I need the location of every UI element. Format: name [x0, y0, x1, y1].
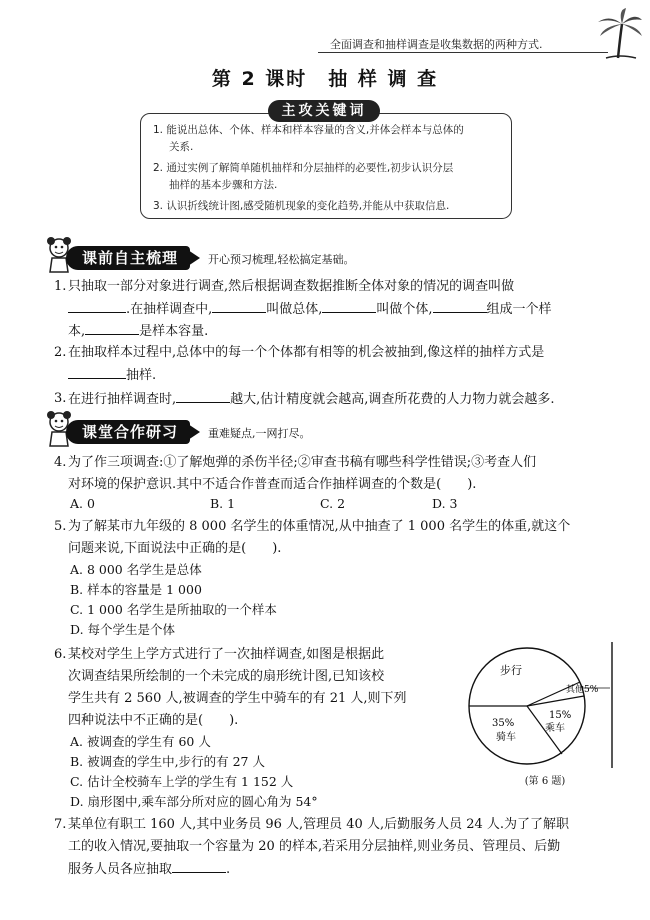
key-points-box [140, 113, 512, 219]
question-number: 1. [54, 279, 67, 294]
pie-chart-figure [452, 640, 622, 770]
section-badge: 课前自主梳理 [66, 246, 190, 270]
question-6 [54, 644, 448, 666]
header-slogan: 全面调查和抽样调查是收集数据的两种方式. [330, 38, 543, 51]
question-number: 5. [54, 519, 67, 534]
question-text: 抽样. [126, 368, 157, 383]
section-header-preview [36, 242, 596, 272]
question-number: 3. [54, 391, 67, 406]
key-point-1: 1. 能说出总体、个体、样本和样本容量的含义,并体会样本与总体的 [153, 124, 464, 136]
pie-label-bus: 乘车 [545, 723, 565, 734]
question-text: 在进行抽样调查时, [68, 392, 177, 407]
answer-blank[interactable] [433, 298, 487, 313]
pie-label-walk: 步行 [500, 664, 522, 677]
header-rule [318, 52, 608, 53]
section-badge-tail [188, 424, 200, 440]
question-number: 6. [54, 647, 67, 662]
question-6-line-2: 次调查结果所绘制的一个未完成的扇形统计图,已知该校 [68, 669, 385, 684]
question-text: .在抽样调查中, [126, 302, 213, 317]
question-text: 对环境的保护意识.其中不适合作普查而适合作抽样调查的个数是( ). [68, 477, 477, 492]
key-point-2-cont: 抽样的基本步骤和方法. [169, 179, 278, 191]
option-c[interactable]: C. 估计全校骑车上学的学生有 1 152 人 [70, 774, 294, 789]
question-7-line-2: 工的收入情况,要抽取一个容量为 20 的样本,若采用分层抽样,则业务员、管理员、后勤 [68, 839, 561, 854]
answer-blank[interactable] [85, 320, 139, 335]
question-7-line-3 [68, 858, 628, 881]
pie-label-bike-percent: 35% [492, 718, 515, 729]
question-6-line-4: 四种说法中不正确的是( ). [68, 713, 239, 728]
question-2-line-2 [68, 364, 628, 387]
key-point-1-cont: 关系. [169, 141, 194, 153]
question-number: 4. [54, 455, 67, 470]
answer-blank[interactable] [322, 298, 376, 313]
pie-label-bus-percent: 15% [549, 710, 572, 721]
option-d[interactable]: D. 扇形图中,乘车部分所对应的圆心角为 54° [70, 794, 318, 809]
question-3 [54, 388, 628, 411]
key-point-3: 3. 认识折线统计图,感受随机现象的变化趋势,并能从中获取信息. [153, 200, 450, 212]
question-text: 在抽取样本过程中,总体中的每一个个体都有相等的机会被抽到,像这样的抽样方式是 [68, 345, 545, 360]
option-b[interactable]: B. 1 [210, 496, 236, 511]
pie-label-other: 其他5% [566, 685, 599, 695]
question-text: 组成一个样 [486, 302, 552, 317]
question-1-line-2 [68, 298, 628, 321]
option-d[interactable]: D. 3 [432, 496, 458, 511]
option-d[interactable]: D. 每个学生是个体 [70, 622, 176, 637]
question-2 [54, 342, 628, 364]
question-text: 本, [68, 324, 86, 339]
question-text: 是样本容量. [139, 324, 209, 339]
section-subtitle: 重难疑点,一网打尽。 [208, 427, 311, 440]
answer-blank[interactable] [176, 388, 230, 403]
question-6-line-3: 学生共有 2 560 人,被调查的学生中骑车的有 21 人,则下列 [68, 691, 407, 706]
option-b[interactable]: B. 被调查的学生中,步行的有 27 人 [70, 754, 265, 769]
question-text: 服务人员各应抽取 [68, 862, 173, 877]
section-subtitle: 开心预习梳理,轻松搞定基础。 [208, 253, 355, 266]
question-1-line-3 [68, 320, 628, 343]
question-text: 为了解某市九年级的 8 000 名学生的体重情况,从中抽查了 1 000 名学生的体重,就这个 [68, 519, 571, 534]
answer-blank[interactable] [68, 364, 126, 379]
page-title: 第 2 课时 抽 样 调 查 [211, 68, 439, 90]
question-4-line-2 [68, 474, 628, 496]
question-1 [54, 276, 628, 298]
answer-blank[interactable] [212, 298, 266, 313]
option-a[interactable]: A. 0 [70, 496, 95, 511]
question-4 [54, 452, 628, 474]
key-points-badge: 主攻关键词 [268, 100, 380, 122]
question-number: 2. [54, 345, 67, 360]
option-c[interactable]: C. 2 [320, 496, 346, 511]
answer-blank[interactable] [68, 298, 126, 313]
question-text: 叫做总体, [266, 302, 323, 317]
question-text: . [226, 862, 231, 877]
answer-blank[interactable] [172, 858, 226, 873]
palm-tree-icon [596, 8, 644, 60]
key-point-2: 2. 通过实例了解简单随机抽样和分层抽样的必要性,初步认识分层 [153, 162, 454, 174]
question-text: 问题来说,下面说法中正确的是( ). [68, 541, 282, 556]
question-text: 叫做个体, [376, 302, 433, 317]
section-badge: 课堂合作研习 [66, 420, 190, 444]
option-b[interactable]: B. 样本的容量是 1 000 [70, 582, 202, 597]
question-5-line-2 [68, 538, 628, 560]
option-a[interactable]: A. 8 000 名学生是总体 [70, 562, 202, 577]
question-number: 7. [54, 817, 67, 832]
pie-label-bike: 骑车 [496, 732, 516, 743]
section-header-class [36, 416, 596, 446]
option-c[interactable]: C. 1 000 名学生是所抽取的一个样本 [70, 602, 277, 617]
question-5 [54, 516, 628, 538]
question-7 [54, 814, 628, 836]
section-badge-tail [188, 250, 200, 266]
question-text: 只抽取一部分对象进行调查,然后根据调查数据推断全体对象的情况的调查叫做 [68, 279, 515, 294]
question-text: 为了作三项调查:①了解炮弹的杀伤半径;②审查书稿有哪些科学性错误;③考查人们 [68, 455, 537, 470]
question-text: 某校对学生上学方式进行了一次抽样调查,如图是根据此 [68, 647, 385, 662]
figure-caption: (第 6 题) [524, 776, 566, 787]
question-text: 某单位有职工 160 人,其中业务员 96 人,管理员 40 人,后勤服务人员 24 人.为了了解职 [68, 817, 570, 832]
question-text: 越大,估计精度就会越高,调查所花费的人力物力就会越多. [230, 392, 555, 407]
option-a[interactable]: A. 被调查的学生有 60 人 [70, 734, 211, 749]
